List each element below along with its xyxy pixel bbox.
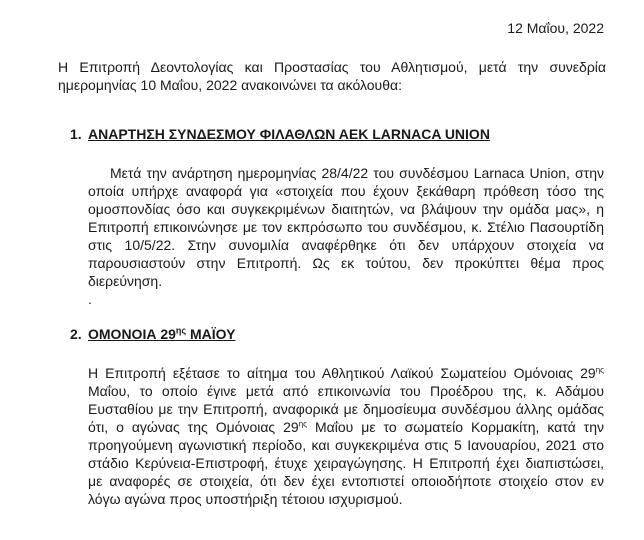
section-number: 1. — [70, 126, 82, 142]
section-1-heading — [70, 126, 604, 142]
section-2-paragraph: Η Επιτροπή εξέτασε το αίτημα του Αθλητικού Λαϊκού Σωματείου Ομόνοιας $29^{\eta\varsigma}$ Μαΐου, το οποίο έγινε μετά από επικοινωνία του Προέδρου της, κ. Αδάμου Ευσταθίου με την Επιτροπή, αναφορικά με δημοσίευμα συνδέσμου άλλης ομάδας ότι, ο αγώνας της Ομόνοιας $29^{\eta\varsigma}$ Μαΐου με το σωματείο Κορμακίτη, κατά την προηγούμενη αγωνιστική περίοδο, και συγκεκριμένα στις 5 Ιανουαρίου, 2021 στο στάδιο Κερύνεια-Επιστροφή, έτυχε χειραγώγησης. Η Επιτροπή έχει διαπιστώσει, με αναφορές σε στοιχεία, ότι δεν έχει εντοπιστεί οποιοδήποτε στοιχείο στον εν λόγω αγώνα προς υποστήριξη τέτοιου ισχυρισμού. — [88, 365, 604, 507]
section-2-body — [88, 364, 604, 508]
stray-dot: . — [88, 291, 92, 307]
section-number: 2. — [70, 326, 82, 342]
section-1-paragraph: Μετά την ανάρτηση ημερομηνίας 28/4/22 του συνδέσμου Larnaca Union, στην οποία υπήρχε αναφορά για «στοιχεία που έχουν ξεκάθαρη πρόθεση τόσο της ομοσπονδίας όσο και συγκεκριμένων διαιτητών, να βλάψουν την ομάδα μας», η Επιτροπή επικοινώνησε με τον εκπρόσωπο του συνδέσμου, κ. Στέλιο Πασουρτίδη στις 10/5/22. Στην συνομιλία αναφέρθηκε ότι δεν υπάρχουν στοιχεία να παρουσιαστούν στην Επιτροπή. Ως εκ τούτου, δεν προκύπτει θέμα προς διερεύνηση. — [88, 165, 604, 289]
section-title: ΟΜΟΝΟΙΑ $29^{\eta\varsigma}$ ΜΑΪΟΥ — [88, 325, 236, 342]
intro-paragraph: Η Επιτροπή Δεοντολογίας και Προστασίας του Αθλητισμού, μετά την συνεδρία ημερομηνίας 10 Μαΐου, 2022 ανακοινώνει τα ακόλουθα: — [58, 59, 606, 93]
section-2 — [70, 326, 604, 508]
section-1-body — [88, 164, 604, 308]
section-title: ΑΝΑΡΤΗΣΗ ΣΥΝΔΕΣΜΟΥ ΦΙΛΑΘΛΩΝ ΑΕΚ LARNACA UNION — [88, 126, 490, 142]
document-date: 12 Μαΐου, 2022 — [507, 20, 604, 36]
section-1 — [70, 126, 604, 308]
section-2-heading — [70, 326, 604, 342]
